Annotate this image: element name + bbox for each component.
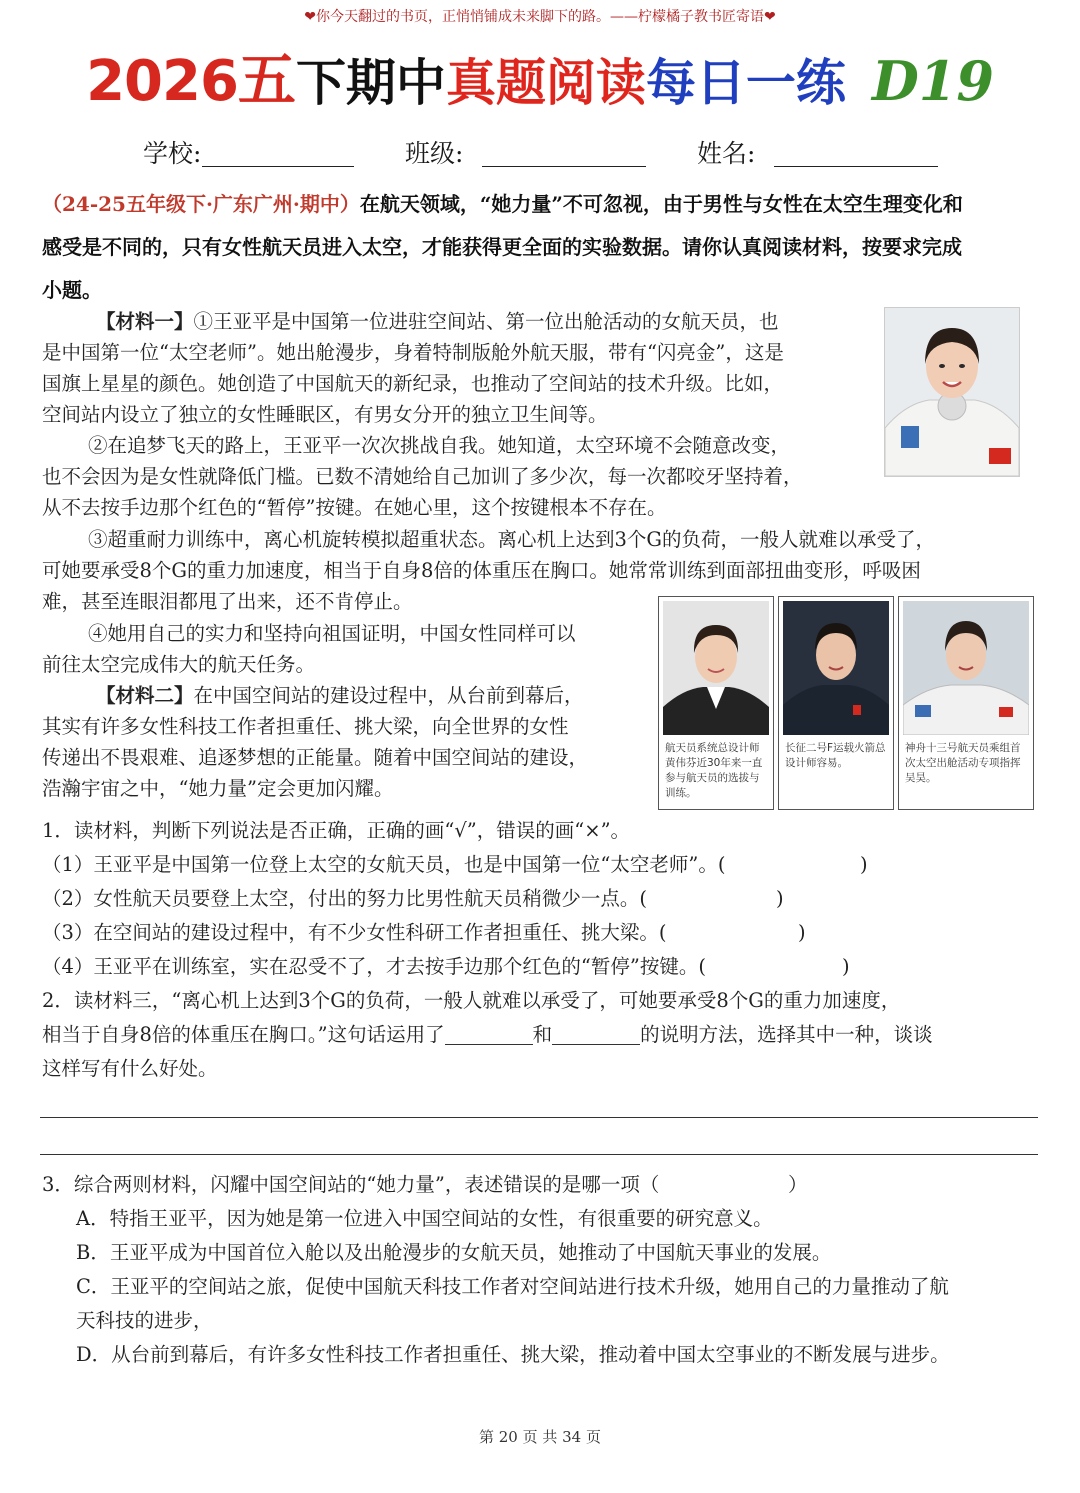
option-b[interactable]: B．王亚平成为中国首位入舱以及出舱漫步的女航天员，她推动了中国航天事业的发展。 [76, 1241, 832, 1264]
intro-line: 小题。 [42, 278, 102, 302]
material2-paragraph [42, 680, 588, 804]
question-1-item [42, 950, 1042, 984]
item-text: （2）女性航天员要登上太空，付出的努力比男性航天员稍微少一点。( [42, 887, 648, 910]
photo-card [898, 596, 1034, 810]
option-c-continued: 天科技的进步， [76, 1309, 213, 1332]
question-intro [42, 183, 1042, 312]
title-reading: 真题阅读 [445, 53, 646, 112]
item-text: （1）王亚平是中国第一位登上太空的女航天员，也是中国第一位“太空老师”。( [42, 853, 726, 876]
text-line: 前往太空完成伟大的航天任务。 [42, 653, 316, 676]
text-line: 浩瀚宇宙之中，“她力量”定会更加闪耀。 [42, 777, 394, 800]
text-line: 空间站内设立了独立的女性睡眠区，有男女分开的独立卫生间等。 [42, 403, 608, 426]
photo-cards [658, 596, 1034, 810]
photo-caption: 神舟十三号航天员乘组首次太空出舱活动专项指挥吴昊。 [905, 742, 1021, 784]
answer-blank[interactable]: ) [798, 921, 806, 944]
photo-card [778, 596, 894, 810]
option-c[interactable]: C．王亚平的空间站之旅，促使中国航天科技工作者对空间站进行技术升级，她用自己的力量推动了航 [76, 1275, 949, 1298]
intro-line: 感受是不同的，只有女性航天员进入太空，才能获得更全面的实验数据。请你认真阅读材料，按要求完成 [42, 235, 962, 259]
intro-line: 在航天领域，“她力量”不可忽视，由于男性与女性在太空生理变化和 [359, 192, 963, 216]
item-text: （4）王亚平在训练室，实在忍受不了，才去按手边那个红色的“暂停”按键。( [42, 955, 706, 978]
text-line: ③超重耐力训练中，离心机旋转模拟超重状态。离心机上达到3个G的负荷，一般人就难以承受了， [88, 528, 935, 551]
question-2-line: 2．读材料三，“离心机上达到3个G的负荷，一般人就难以承受了，可她要承受8个G的重力加速度， [42, 989, 901, 1012]
question-1 [42, 814, 1042, 984]
text-line: 是中国第一位“太空老师”。她出舱漫步，身着特制版舱外航天服，带有“闪亮金”，这是 [42, 341, 784, 364]
material1-heading: 【材料一】 [96, 310, 194, 333]
question-1-item [42, 916, 1042, 950]
text-line: 从不去按手边那个红色的“暂停”按键。在她心里，这个按键根本不存在。 [42, 496, 667, 519]
text-line: ④她用自己的实力和坚持向祖国证明，中国女性同样可以 [88, 622, 576, 645]
material1-paragraph2 [42, 430, 803, 523]
question-1-item [42, 848, 1042, 882]
q2-text: 和 [532, 1023, 553, 1046]
text-line: ①王亚平是中国第一位进驻空间站、第一位出舱活动的女航天员，也 [193, 310, 779, 333]
photo-caption: 航天员系统总设计师黄伟芬近30年来一直参与航天员的选拔与训练。 [665, 742, 763, 799]
material2-heading: 【材料二】 [96, 684, 194, 707]
portrait-image [903, 601, 1029, 735]
question-2 [42, 984, 1042, 1086]
q2-text: 相当于自身8倍的体重压在胸口。”这句话运用了 [42, 1023, 445, 1046]
option-a[interactable]: A．特指王亚平，因为她是第一位进入中国空间站的女性，有很重要的研究意义。 [76, 1207, 773, 1230]
text-line: 在中国空间站的建设过程中，从台前到幕后， [193, 684, 584, 707]
title-grade: 五 [237, 46, 296, 114]
header-motto: ❤你今天翻过的书页，正悄悄铺成未来脚下的路。——柠檬橘子教书匠寄语❤ [304, 9, 776, 25]
text-line: 其实有许多女性科技工作者担重任、挑大梁，向全世界的女性 [42, 715, 569, 738]
name-field[interactable] [774, 166, 938, 167]
question-source: （24-25五年级下·广东广州·期中） [42, 192, 360, 216]
school-field[interactable] [202, 166, 354, 167]
title-day-number: D19 [871, 49, 994, 113]
portrait-image [783, 601, 889, 735]
photo-caption: 长征二号F运载火箭总设计师容易。 [785, 742, 886, 769]
q2-text: 的说明方法，选择其中一种，谈谈 [640, 1023, 933, 1046]
text-line: ②在追梦飞天的路上，王亚平一次次挑战自我。她知道，太空环境不会随意改变， [88, 434, 791, 457]
photo-card [658, 596, 774, 810]
question-1-stem: 1．读材料，判断下列说法是否正确，正确的画“√”，错误的画“×”。 [42, 819, 631, 842]
page-title [0, 40, 1080, 135]
question-3 [42, 1168, 1042, 1372]
student-info-row [0, 134, 1080, 174]
material1-paragraph4 [42, 618, 576, 680]
option-d[interactable]: D．从台前到幕后，有许多女性科技工作者担重任、挑大梁，推动着中国太空事业的不断发展与进步。 [76, 1343, 950, 1366]
astronaut-photo [884, 307, 1020, 477]
answer-blank[interactable]: ) [842, 955, 850, 978]
question-1-item [42, 882, 1042, 916]
answer-blank[interactable]: ） [788, 1173, 808, 1196]
question-3-stem [42, 1168, 1042, 1202]
question-2-line: 这样写有什么好处。 [42, 1057, 218, 1080]
text-line: 传递出不畏艰难、追逐梦想的正能量。随着中国空间站的建设， [42, 746, 589, 769]
answer-line[interactable] [40, 1117, 1038, 1118]
class-label: 班级: [405, 139, 464, 168]
portrait-image [663, 601, 769, 735]
answer-blank[interactable]: ) [776, 887, 784, 910]
class-field[interactable] [482, 166, 646, 167]
title-year: 2026 [86, 49, 238, 114]
title-daily: 每日一练 [645, 53, 846, 112]
item-text: （3）在空间站的建设过程中，有不少女性科研工作者担重任、挑大梁。( [42, 921, 667, 944]
q3-text: 3．综合两则材料，闪耀中国空间站的“她力量”，表述错误的是哪一项（ [42, 1173, 660, 1196]
school-label: 学校: [143, 139, 202, 168]
text-line: 可她要承受8个G的重力加速度，相当于自身8倍的体重压在胸口。她常常训练到面部扭曲变形，呼吸困 [42, 559, 921, 582]
answer-line[interactable] [40, 1154, 1038, 1155]
name-label: 姓名: [697, 139, 756, 168]
answer-blank[interactable]: ) [860, 853, 868, 876]
text-line: 国旗上星星的颜色。她创造了中国航天的新纪录，也推动了空间站的技术升级。比如， [42, 372, 784, 395]
answer-blank[interactable] [445, 1022, 533, 1045]
page-number: 第 20 页 共 34 页 [478, 1428, 601, 1446]
answer-blank[interactable] [552, 1022, 640, 1045]
text-line: 难，甚至连眼泪都甩了出来，还不肯停止。 [42, 590, 413, 613]
text-line: 也不会因为是女性就降低门槛。已数不清她给自己加训了多少次，每一次都咬牙坚持着， [42, 465, 803, 488]
title-term: 下期中 [295, 53, 446, 112]
question-2-line [42, 1018, 1042, 1052]
material1-paragraph1 [42, 306, 784, 430]
